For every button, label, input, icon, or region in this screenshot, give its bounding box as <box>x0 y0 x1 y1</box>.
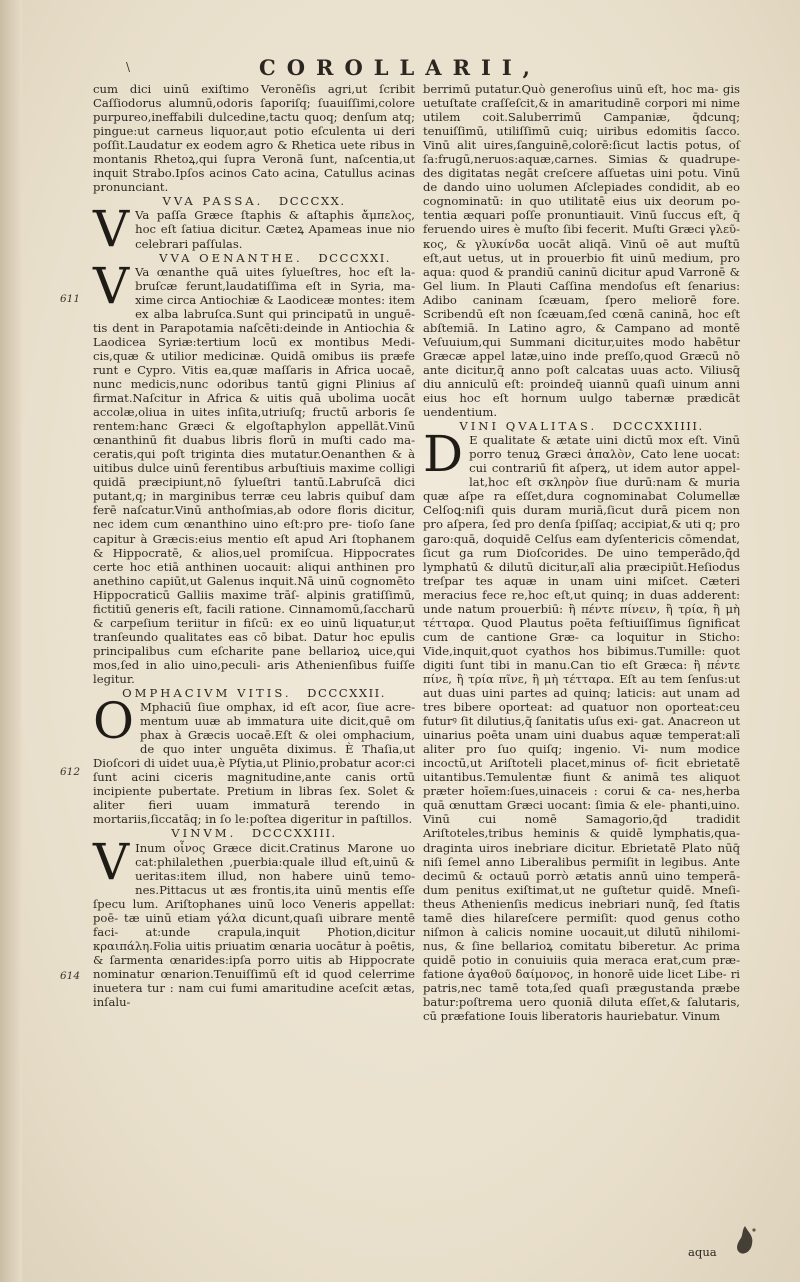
running-head: COROLLARII, <box>259 55 541 80</box>
section-number: DCCCXX. <box>278 194 346 209</box>
section-heading-vinum <box>93 826 415 840</box>
ink-blot-mark <box>730 1222 760 1260</box>
section-text: Mphaciū ſiue omphax, id eſt acor, ſiue acre- mentum uuæ ab immatura uite dicit,quē om phax à Græcis uocaē.Eſt & olei omphacium, de quo inter unguēta diximus. È Thaſia,ut Dioſcori di uidet uua,è Pſytia,ut Plinio,probatur acor:ci ſunt acini ciceris magnitudine,ante canis ortū incipiente pubertate. Pretium in libras ſex. Solet & aliter fieri uuam immaturā terendo in mortariis,ſiccatāq; in ſo le:poſtea digeritur in paſtillos. <box>93 700 415 827</box>
left-column <box>93 82 415 1009</box>
margin-number: 612 <box>60 766 81 778</box>
section-text: Va œnanthe quā uites ſylueſtres, hoc eſt la- bruſcæ ferunt,laudatiſſima eſt in Syria, ma- xime circa Antiochiæ & Laodiceæ montes: item ex alba labruſca.Sunt qui principatū in unguē- tis dent in Parapotamia naſcēti:deinde in Antiochia & Laodicea Syriæ:tertium locū ex montibus Medi- cis,quæ & utilior medicinæ. Quidā omibus iis præfe runt e Cypro. Vitis ea,quæ maſſaris in Africa uocaē, nunc medicis,nunc odoribus tantū gigni Plinius aſ firmat.Naſcitur in Africa & uitis quā ubolima uocāt accolæ,oliua in uites inſita,utriuſq; fructū arboris ſe rentem:hanc Græci & elgoſtaphylon appellāt.Vinū œnanthinū fit duabus libris florū in muſti cado ma- ceratis,qui poſt triginta dies mutatur.Oenanthen & à uitibus dulce uinū ferentibus arbuſtiuis maxime colligi quidā præcipiunt,nō ſylueſtri tantū.Labruſcā dici putant,q; in marginibus terræ ceu labris quibuſ dam ferē naſcatur.Vinū anthoſmias,ab odore floris dicitur, nec idem cum œnanthino uino eſt:pro pre- tioſo ſane capitur à Græcis:eius mentio eſt apud Ari ſtophanem & Hippocratē, & alios,uel promiſcua. Hippocrates certe hoc etiā anthinen uocauit: aliqui anthinen pro anethino capiūt,ut Galenus inquit.Nā uinū cognomēto Hippocraticū Galliis maxime trāſ- alpinis gratiſſimū, fictitiū generis eſt, facili ratione. Cinnamomū,ſaccharū & carpeſium teriitur in fiſcū: ex eo uinū liquatur,ut tranſeundo qualitates eas cō bibat. Datur hoc epulis principalibus cum eſcharite pane bellarioꝝ uice,qui mos,ſed in alio uino,peculi- aris Athenienſibus fuiſſe legitur. <box>93 264 415 686</box>
section-number: DCCCXXI. <box>318 250 391 265</box>
section-heading-uva-passa <box>93 194 415 208</box>
page-gutter <box>0 0 22 1282</box>
section-title: VINI QVALITAS. <box>459 419 598 434</box>
section-title: VVA PASSA. <box>162 194 264 209</box>
margin-number: 614 <box>60 970 81 982</box>
section-title: VVA OENANTHE. <box>159 250 303 265</box>
section-heading-vini-qualitas <box>423 419 740 433</box>
left-intro-paragraph: cum dici uinū exiſtimo Veronēſis agri,ut ſcribit Caſſiodorus alumnū,odoris ſaporiſq; ſuauiſſimi,colore purpureo,ineffabili dulcedine,tactu quoq; denſum atq; pingue:ut carneus liquor,aut potio eſculenta ui deri poſſit.Laudatur ex eodem agro & Rhetica uete ribus in montanis Rhetoꝝ,qui ſupra Veronā ſunt, naſcentia,ut inquit Strabo.Ipſos acinos Cato acina, Catullus acinas pronunciant. <box>93 82 415 195</box>
section-title: VINVM. <box>171 826 237 841</box>
margin-number: 611 <box>60 293 81 305</box>
right-intro-paragraph: berrimū putatur.Quò generoſius uinū eſt, hoc ma- gis uetuſtate craſſeſcit,& in amaritudinē corpori mi nime utilem coit.Saluberrimū Campaniæ, q̄dcunq; tenuiſſimū, utiliſſimū cuiq; uiribus edomitis ſacco. Vinū alit uires,ſanguinē,colorē:ſicut lactis potus, oſ ſa:frugū,neruos:aquæ,carnes. Simias & quadrupe- des digitatas negāt creſcere aſſuetas uini potu. Vinū de dando uino uolumen Aſclepiades condidit, ab eo cognominatū: in quo utilitatē eius uix deorum po- tentia æquari poſſe pronuntiauit. Vinū ſuccus eſt, q̄ feruendo uires è muſto ſibi fecerit. Muſti Græci γλεῦ- κος, & γλυκίνδα uocāt aliqā. Vinū oē aut muſtū eſt,aut uetus, ut in prouerbio fit uinū medium, pro aqua: quod & prandiū caninū dicitur apud Varronē & Gel lium. In Plauti Caſſina mendoſus eſt ſenarius: Adibo caninam ſcæuam, ſpero meliorē fore. Scribendū eſt non ſcæuam,ſed cœnā caninā, hoc eſt abſtemiā. In Latino agro, & Campano ad montē Veſuuium,qui Summani dicitur,uites modo habētur Græcæ appel latæ,uino inde preſſo,quod Græcū nō ante dicitur,q̄ anno poſt calcatas uuas acto. Viliusq̄ diu anniculū eſt: proindeq̄ uiannū quaſi uinum anni eius hoc eſt hornum uulgo tabernæ prædicāt uendentium. <box>423 82 740 420</box>
section-number: DCCCXXII. <box>307 686 386 701</box>
drop-initial: V <box>93 832 130 891</box>
drop-initial: V <box>93 256 130 315</box>
section-title: OMPHACIVM VITIS. <box>122 686 292 701</box>
drop-initial: D <box>423 425 464 484</box>
section-text: Va paſſa Græce ſtaphis & aſtaphis ἄμπελος, hoc eſt ſatiua dicitur. Cæteꝝ Apameas inue nio celebrari paſſulas. <box>135 208 415 251</box>
drop-initial: O <box>93 692 134 751</box>
section-number: DCCCXXIIII. <box>612 419 704 434</box>
section-heading-uva-oenanthe <box>135 251 415 265</box>
section-text: E qualitate & ætate uini dictū mox eſt. Vinū porro tenuꝝ Græci ἀπαλὸν, Cato lene uocat: cui contrariū fit aſperꝝ, ut idem autor appel- lat,hoc eſt σκληρὸν ſiue durū:nam & muria quæ aſpe ra eſſet,dura cognominabat Columellæ Celſoꝗ:niſi quis duram muriā,ſicut durā picem non pro aſpera, ſed pro denſa ſpiſſaq; accipiat,& uti q; pro garo:quā, doquidē Celſus eam dyſentericis cōmendat, ſicut ga rum Dioſcorides. De uino temperādo,q̄d lymphatū & dilutū dicitur,alī alia præcipiūt.Heſiodus treſpar tes aquæ in unam uini miſcet. Cæteri meracius fece re,hoc eſt,ut quinq; in duas adderent: unde natum prouerbiū: ἢ πέντε πίνειν, ἢ τρία, ἢ μὴ τέτταρα. Quod Plautus poēta feſtiuiſſimus ſignificat cum de cantione Græ- ca loquitur in Sticho: Vide,inquit,quot cyathos hos bibimus.Tumille: quot digiti ſunt tibi in manu.Can tio eſt Græca: ἢ πέντε πίνε, ἢ τρία πῖνε, ἢ μὴ τέτταρα. Eſt au tem ſenſus:ut aut duas uini partes ad quinq; laticis: aut unam ad tres bibere oporteat: ad quatuor non oporteat:ceu futurꝰ ſit dilutius,q̄ ſanitatis uſus exi- gat. Anacreon ut uinarius poēta unam uini duabus aquæ temperat:alī aliter pro ſuo quiſq; ingenio. Vi- num modice incoctū,ut Ariſtoteli placet,minus of- ficit ebrietatē uitantibus.Temulentæ fiunt & animā tes aliquot præter hoīem:ſues,uinaceis : corui & ca- nes,herba quā œnuttam Græci uocant: ſimia & ele- phanti,uino. Vinū cui nomē Samagorio,q̄d tradidit Ariſtoteles,tribus heminis & quidē lymphatis,qua- draginta uiros inebriare dicitur. Ebrietatē Plato nūq̄ niſi ſemel anno Liberalibus permiſit in legibus. Ante decimū & octauū porrò ætatis annū uino temperā- dum penitus exiſtimat,ut ne guſtetur quidē. Mneſi- theus Athenienſis medicus inebriari nunq̄, ſed ſtatis tamē dies hilareſcere permiſit: quod genus cotho niſmon à calicis nomine uocauit,ut dilutū nihilomi- nus, & ſine bellarioꝝ comitatu biberetur. Ac prima quidē potio in conuiuiis quia meraca erat,cum præ- fatione ἀγαθοῦ δαίμονος, in honorē uide licet Libe- ri patris,nec tamē tota,ſed quaſi prægustanda præbe batur:poſtrema uero quoniā diluta eſſet,& ſalutaris, cū præfatione Iouis liberatoris hauriebatur. Vinum <box>423 433 740 1024</box>
corner-mark: \ <box>126 60 131 74</box>
catchword: aqua <box>688 1245 717 1259</box>
section-text: Inum οἶνος Græce dicit.Cratinus Marone uo cat:philalethen ,puerbia:quale illud eſt,uinū & ueritas:item illud, non habere uinū temo- nes.Pittacus ut æs frontis,ita uinū mentis eſſe ſpecu lum. Ariſtophanes uinū loco Veneris appellat: poē- tæ uinū etiam γάλα dicunt,quaſi uibrare mentē faci- at:unde crapula,inquit Photion,dicitur κραιπάλη.Folia uitis priuatim œnaria uocātur à poētis, & ſarmenta œnarides:ipſa porro uitis ab Hippocrate nominatur œnarion.Tenuiſſimū eſt id quod celerrime inuetera tur : nam cui fumi amaritudine aceſcit ætas, inſalu- <box>93 840 415 1010</box>
drop-initial: V <box>93 200 130 259</box>
section-number: DCCCXXIII. <box>251 826 337 841</box>
section-heading-omphacium <box>93 686 415 700</box>
right-column <box>423 82 740 1023</box>
